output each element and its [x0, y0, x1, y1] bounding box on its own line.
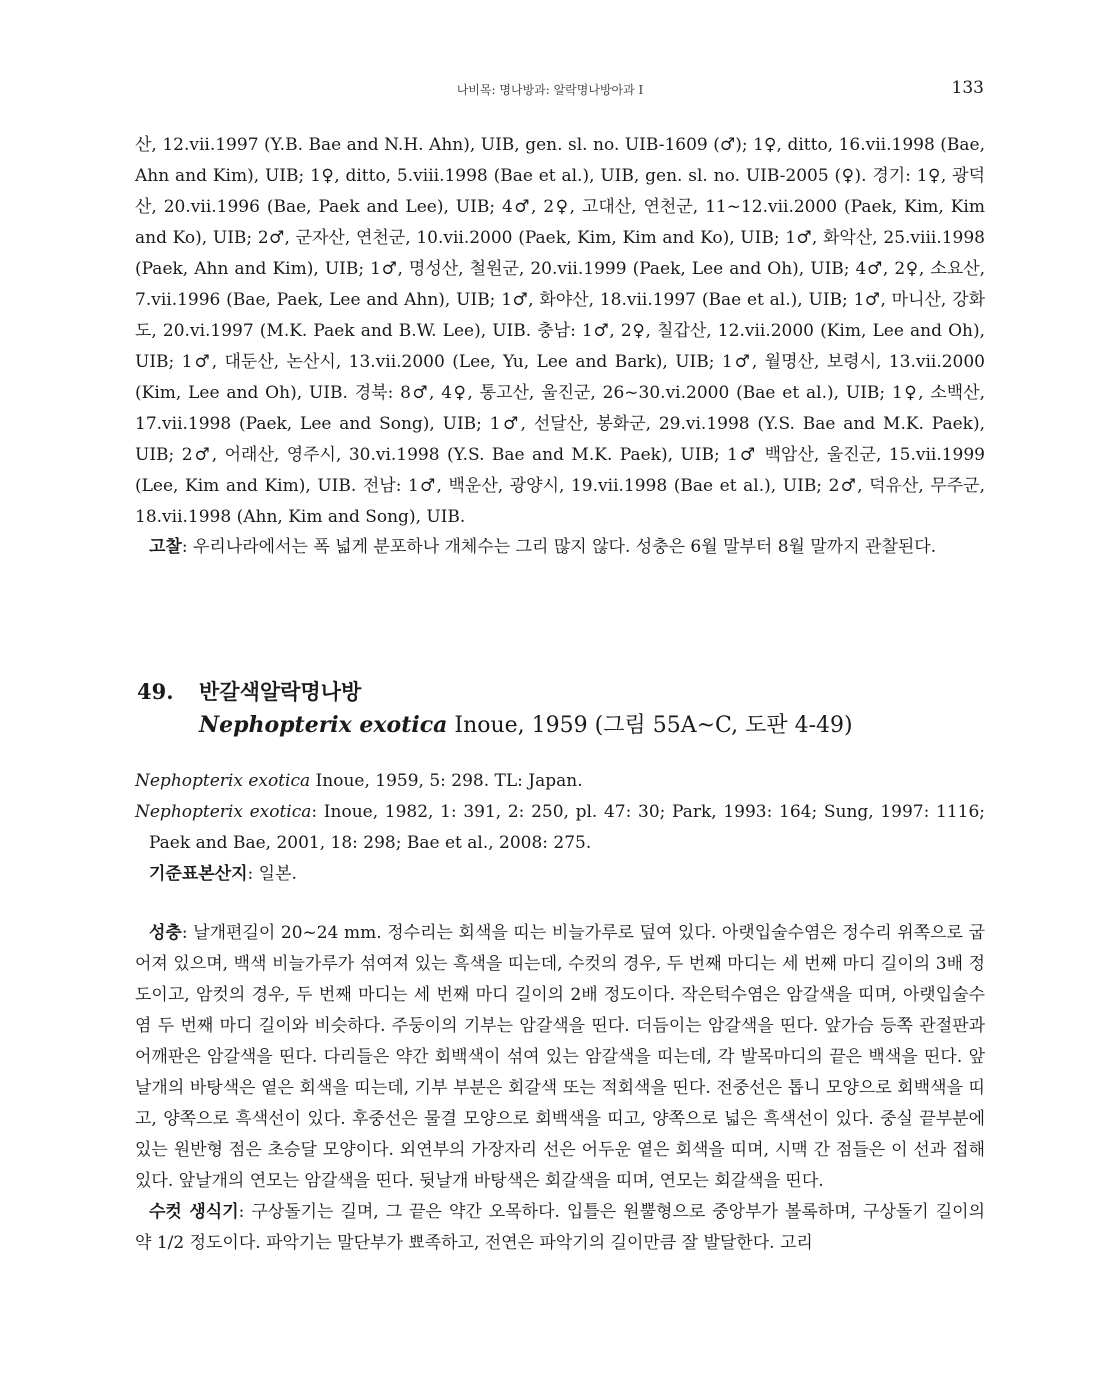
synonym-citation: Inoue, 1959, 5: 298. TL: Japan. — [310, 771, 583, 791]
type-locality-label: 기준표본산지 — [149, 864, 248, 884]
remarks-paragraph — [135, 532, 985, 563]
synonymy-entry — [135, 797, 985, 859]
adult-description — [135, 918, 985, 1197]
male-genitalia-label: 수컷 생식기 — [149, 1202, 239, 1222]
running-header — [0, 78, 1100, 102]
synonym-name: Nephopterix exotica — [135, 771, 311, 791]
male-genitalia-description — [135, 1197, 985, 1259]
species-number: 49. — [137, 679, 174, 704]
adult-text: : 날개편길이 20~24 mm. 정수리는 회색을 띠는 비늘가루로 덮여 있다. 아랫입술수염은 정수리 위쪽으로 굽어져 있으며, 백색 비늘가루가 섞여져 있는 흑색을 띠는데, 수컷의 경우, 두 번째 마디는 세 번째 마디 길이의 3배 정도이고, 암컷의 경우, 두 번째 마디는 세 번째 마디 길이의 2배 정도이다. 작은턱수염은 암갈색을 띠며, 아랫입술수염 두 번째 마디 길이와 비슷하다. 주둥이의 기부는 암갈색을 띤다. 더듬이는 암갈색을 띤다. 앞가슴 등쪽 관절판과 어깨판은 암갈색을 띤다. 다리들은 약간 회백색이 섞여 있는 암갈색을 띠는데, 각 발목마디의 끝은 백색을 띤다. 앞날개의 바탕색은 옅은 회색을 띠는데, 기부 부분은 회갈색 또는 적회색을 띤다. 전중선은 톱니 모양으로 회백색을 띠고, 양쪽으로 흑색선이 있다. 후중선은 물결 모양으로 회백색을 띠고, 양쪽으로 넓은 흑색선이 있다. 중실 끝부분에 있는 원반형 점은 초승달 모양이다. 외연부의 가장자리 선은 어두운 옅은 회색을 띠며, 시맥 간 점들은 이 선과 접해 있다. 앞날개의 연모는 암갈색을 띤다. 뒷날개 바탕색은 회갈색을 띠며, 연모는 회갈색을 띤다. — [135, 923, 985, 1191]
species-korean-name: 반갈색알락명나방 — [199, 679, 362, 704]
synonym-citation: : Inoue, 1982, 1: 391, 2: 250, pl. 47: 30; Park, 1993: 164; Sung, 1997: 1116; Paek and Bae, 2001, 18: 298; Bae et al., 2008: 275. — [149, 802, 985, 853]
species-heading — [135, 676, 985, 743]
specimen-records-paragraph: 산, 12.vii.1997 (Y.B. Bae and N.H. Ahn), UIB, gen. sl. no. UIB-1609 (♂); 1♀, ditto, 16.vii.1998 (Bae, Ahn and Kim), UIB; 1♀, ditto, 5.viii.1998 (Bae et al.), UIB, gen. sl. no. UIB-2005 (♀). 경기: 1♀, 광덕산, 20.vii.1996 (Bae, Paek and Lee), UIB; 4♂, 2♀, 고대산, 연천군, 11~12.vii.2000 (Paek, Kim, Kim and Ko), UIB; 2♂, 군자산, 연천군, 10.vii.2000 (Paek, Kim, Kim and Ko), UIB; 1♂, 화악산, 25.viii.1998 (Paek, Ahn and Kim), UIB; 1♂, 명성산, 철원군, 20.vii.1999 (Paek, Lee and Oh), UIB; 4♂, 2♀, 소요산, 7.vii.1996 (Bae, Paek, Lee and Ahn), UIB; 1♂, 화야산, 18.vii.1997 (Bae et al.), UIB; 1♂, 마니산, 강화도, 20.vi.1997 (M.K. Paek and B.W. Lee), UIB. 충남: 1♂, 2♀, 칠갑산, 12.vii.2000 (Kim, Lee and Oh), UIB; 1♂, 대둔산, 논산시, 13.vii.2000 (Lee, Yu, Lee and Bark), UIB; 1♂, 월명산, 보령시, 13.vii.2000 (Kim, Lee and Oh), UIB. 경북: 8♂, 4♀, 통고산, 울진군, 26~30.vi.2000 (Bae et al.), UIB; 1♀, 소백산, 17.vii.1998 (Paek, Lee and Song), UIB; 1♂, 선달산, 봉화군, 29.vi.1998 (Y.S. Bae and M.K. Paek), UIB; 2♂, 어래산, 영주시, 30.vi.1998 (Y.S. Bae and M.K. Paek), UIB; 1♂ 백암산, 울진군, 15.vii.1999 (Lee, Kim and Kim), UIB. 전남: 1♂, 백운산, 광양시, 19.vii.1998 (Bae et al.), UIB; 2♂, 덕유산, 무주군, 18.vii.1998 (Ahn, Kim and Song), UIB. — [135, 135, 985, 527]
page-number: 133 — [951, 78, 984, 98]
species-authority: Inoue, 1959 (그림 55A~C, 도판 4-49) — [447, 713, 853, 738]
synonymy-entry — [135, 766, 985, 797]
running-title: 나비목: 명나방과: 알락명나방아과 I — [456, 83, 644, 97]
male-genitalia-text: : 구상돌기는 길며, 그 끝은 약간 오목하다. 입틀은 원뿔형으로 중앙부가 볼록하며, 구상돌기 길이의 약 1/2 정도이다. 파악기는 말단부가 뾰족하고, 전연은 파악기의 길이만큼 잘 발달한다. 고리 — [135, 1202, 985, 1253]
type-locality-text: : 일본. — [247, 864, 297, 884]
type-locality — [135, 859, 985, 890]
synonymy-block — [135, 766, 985, 890]
species-title-line — [137, 676, 985, 708]
description-block — [135, 918, 985, 1259]
synonym-name: Nephopterix exotica — [135, 802, 312, 822]
remarks-label: 고찰 — [149, 537, 182, 557]
adult-label: 성충 — [149, 923, 182, 943]
remarks-text: : 우리나라에서는 폭 넓게 분포하나 개체수는 그리 많지 않다. 성충은 6월 말부터 8월 말까지 관찰된다. — [181, 537, 937, 557]
species-scientific-line — [199, 708, 985, 743]
species-scientific-name: Nephopterix exotica — [199, 712, 448, 738]
